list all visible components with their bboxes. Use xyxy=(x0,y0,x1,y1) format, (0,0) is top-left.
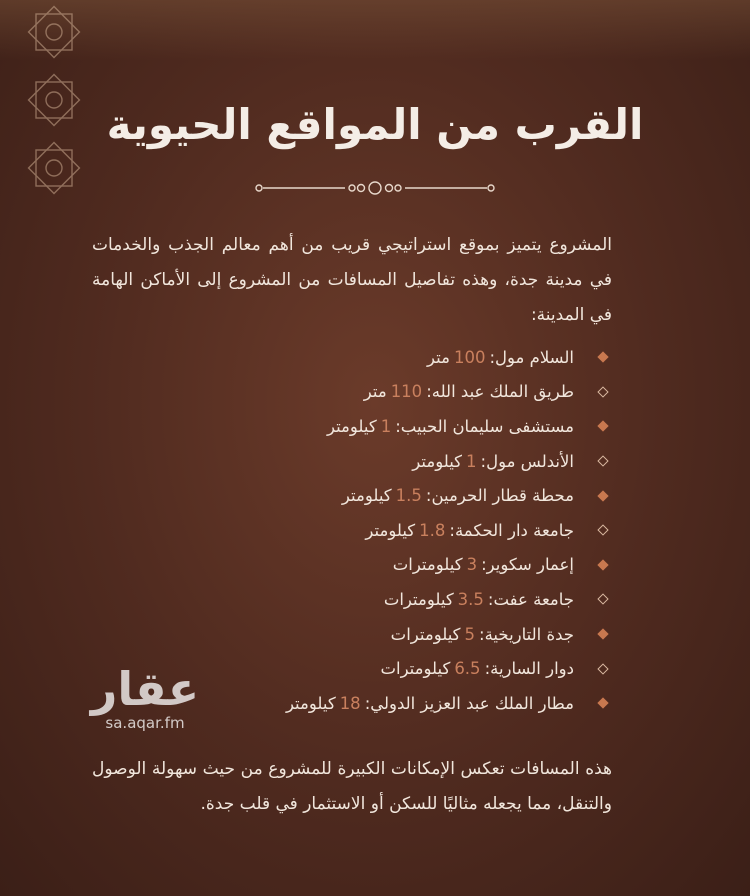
diamond-outline-icon xyxy=(594,383,612,401)
divider-icon xyxy=(255,178,495,198)
list-item xyxy=(132,513,612,548)
location-unit: كيلومتر xyxy=(285,693,336,713)
list-item xyxy=(132,409,612,444)
diamond-filled-icon xyxy=(594,348,612,366)
location-name: إعمار سكوير: xyxy=(481,555,574,575)
location-distance: 18 xyxy=(339,693,361,713)
location-distance: 1 xyxy=(380,416,392,436)
diamond-filled-icon xyxy=(594,694,612,712)
location-distance: 3 xyxy=(466,555,478,575)
diamond-filled-icon xyxy=(594,625,612,643)
location-name: السلام مول: xyxy=(489,347,574,367)
location-unit: كيلومتر xyxy=(412,451,463,471)
closing-paragraph: هذه المسافات تعكس الإمكانات الكبيرة للمشروع من حيث سهولة الوصول والتنقل، مما يجعله مثاليًا للسكن أو الاستثمار في قلب جدة. xyxy=(92,759,612,814)
diamond-outline-icon xyxy=(594,521,612,539)
location-unit: كيلومتر xyxy=(341,486,392,506)
location-name: مستشفى سليمان الحبيب: xyxy=(395,416,574,436)
top-decorative-strip xyxy=(0,0,750,60)
location-unit: كيلومترات xyxy=(383,589,454,609)
list-item xyxy=(132,478,612,513)
location-name: مطار الملك عبد العزيز الدولي: xyxy=(364,693,574,713)
location-distance: 110 xyxy=(390,382,423,402)
location-name: طريق الملك عبد الله: xyxy=(426,382,574,402)
diamond-outline-icon xyxy=(594,660,612,678)
location-unit: كيلومتر xyxy=(326,416,377,436)
location-name: جدة التاريخية: xyxy=(479,624,574,644)
location-name: جامعة عفت: xyxy=(487,589,574,609)
location-unit: كيلومترات xyxy=(390,624,461,644)
location-distance: 1 xyxy=(466,451,477,471)
location-distance: 1.8 xyxy=(419,520,446,540)
list-item xyxy=(132,340,612,375)
list-item xyxy=(132,548,612,583)
location-unit: متر xyxy=(363,382,387,402)
page-title: القرب من المواقع الحيوية xyxy=(106,100,644,149)
location-distance: 6.5 xyxy=(454,659,481,679)
diamond-outline-icon xyxy=(594,590,612,608)
ornament-icon xyxy=(22,0,86,64)
location-name: محطة قطار الحرمين: xyxy=(425,486,574,506)
watermark xyxy=(80,664,210,732)
list-item xyxy=(132,617,612,652)
location-distance: 3.5 xyxy=(457,589,484,609)
list-item xyxy=(132,444,612,479)
diamond-filled-icon xyxy=(594,487,612,505)
intro-paragraph: المشروع يتميز بموقع استراتيجي قريب من أهم معالم الجذب والخدمات في مدينة جدة، وهذه تفاصيل المسافات من المشروع إلى الأماكن الهامة في المدينة: xyxy=(92,235,612,325)
location-unit: متر xyxy=(427,347,450,367)
location-name: جامعة دار الحكمة: xyxy=(449,520,574,540)
diamond-filled-icon xyxy=(594,556,612,574)
location-unit: كيلومترات xyxy=(392,555,463,575)
diamond-filled-icon xyxy=(594,417,612,435)
diamond-outline-icon xyxy=(594,452,612,470)
location-name: دوار السارية: xyxy=(484,659,574,679)
watermark-url: sa.aqar.fm xyxy=(105,714,185,732)
location-unit: كيلومترات xyxy=(380,659,451,679)
location-unit: كيلومتر xyxy=(365,520,416,540)
location-distance: 5 xyxy=(464,624,476,644)
location-distance: 100 xyxy=(453,347,486,367)
location-name: الأندلس مول: xyxy=(480,451,574,471)
watermark-logo: عقار xyxy=(90,662,200,716)
list-item xyxy=(132,582,612,617)
list-item xyxy=(132,375,612,410)
location-distance: 1.5 xyxy=(395,486,422,506)
